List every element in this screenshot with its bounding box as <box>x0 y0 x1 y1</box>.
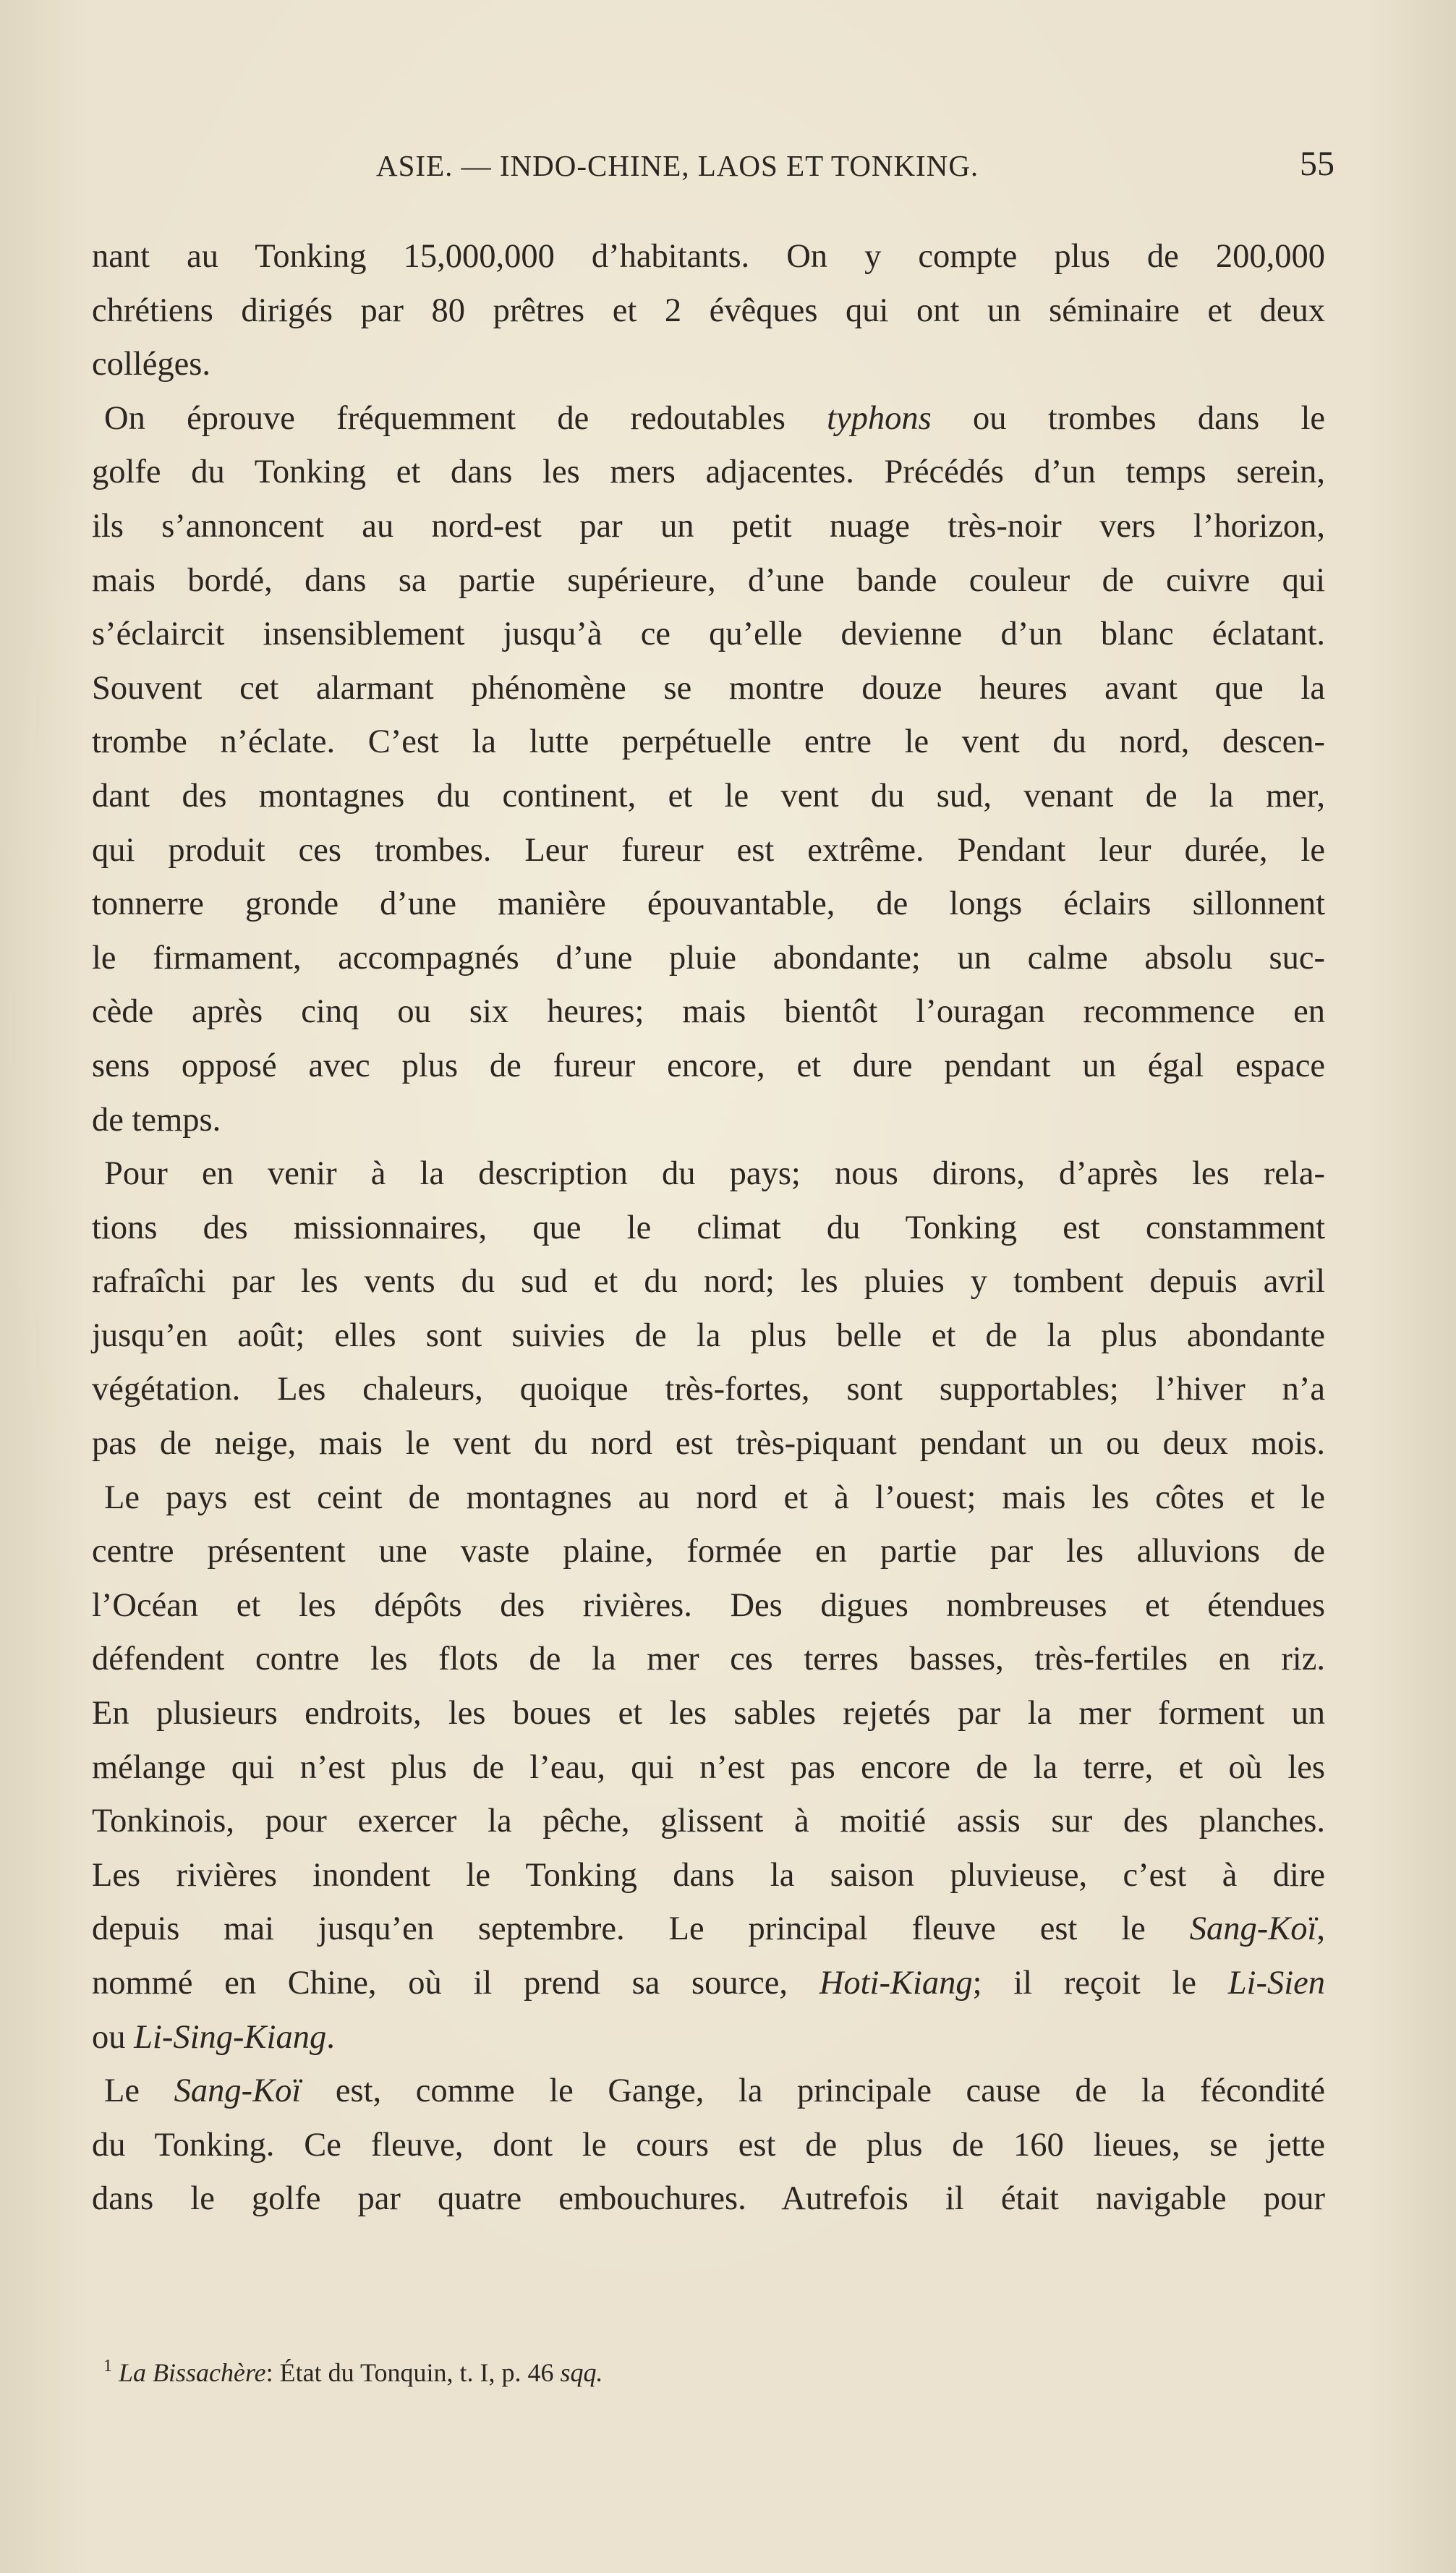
text-line: cède après cinq ou six heures; mais bientôt l’ouragan recommence en <box>92 993 1325 1031</box>
text-line: Tonkinois, pour exercer la pêche, glissent à moitié assis sur des planches. <box>92 1803 1325 1840</box>
footnote-marker: 1 <box>103 2357 112 2376</box>
text-fragment: ou <box>92 2018 135 2056</box>
text-line: pas de neige, mais le vent du nord est très-piquant pendant un ou deux mois. <box>92 1425 1325 1463</box>
text-line: l’Océan et les dépôts des rivières. Des digues nombreuses et étendues <box>92 1586 1325 1624</box>
text-line: centre présentent une vaste plaine, formée en partie par les alluvions de <box>92 1533 1325 1570</box>
text-line: jusqu’en août; elles sont suivies de la plus belle et de la plus abondante <box>92 1317 1325 1354</box>
text-line-hoti-kiang <box>92 1957 1325 2011</box>
text-line: En plusieurs endroits, les boues et les sables rejetés par la mer forment un <box>92 1695 1325 1732</box>
text-line: trombe n’éclate. C’est la lutte perpétuelle entre le vent du nord, descen- <box>92 723 1325 761</box>
text-line: Les rivières inondent le Tonking dans la saison pluvieuse, c’est à dire <box>92 1856 1325 1894</box>
footnote <box>103 2357 603 2388</box>
text-line: défendent contre les flots de la mer ces terres basses, très-fertiles en riz. <box>92 1641 1325 1678</box>
text-line: nant au Tonking 15,000,000 d’habitants. On y compte plus de 200,000 <box>92 238 1325 275</box>
text-line: tions des missionnaires, que le climat du Tonking est constamment <box>92 1209 1325 1246</box>
italic-term-sang-koi: Sang-Koï <box>1189 1910 1317 1948</box>
text-line: rafraîchi par les vents du sud et du nord; les pluies y tombent depuis avril <box>92 1263 1325 1301</box>
text-fragment: nommé en Chine, où il prend sa source, <box>92 1965 819 2002</box>
text-line-sang-koi <box>92 1902 1325 1957</box>
text-line: Le pays est ceint de montagnes au nord et à l’ouest; mais les côtes et le <box>104 1479 1325 1516</box>
text-line: golfe du Tonking et dans les mers adjacentes. Précédés d’un temps serein, <box>92 454 1325 491</box>
page-number: 55 <box>1300 145 1334 183</box>
text-line: dans le golfe par quatre embouchures. Autrefois il était navigable pour <box>92 2180 1325 2218</box>
text-line: mais bordé, dans sa partie supérieure, d’une bande couleur de cuivre qui <box>92 561 1325 599</box>
text-line: le firmament, accompagnés d’une pluie abondante; un calme absolu suc- <box>92 939 1325 977</box>
text-fragment: ou trombes dans le <box>931 399 1326 437</box>
italic-term-li-sien: Li-Sien <box>1227 1965 1326 2002</box>
running-title: ASIE. — INDO-CHINE, LAOS ET TONKING. <box>376 149 979 182</box>
text-line: qui produit ces trombes. Leur fureur est extrême. Pendant leur durée, le <box>92 831 1325 869</box>
text-line: sens opposé avec plus de fureur encore, et dure pendant un égal espace <box>92 1047 1325 1084</box>
text-line-typhons <box>92 392 1325 446</box>
text-fragment: est, comme le Gange, la principale cause de la fécondité <box>301 2072 1326 2110</box>
italic-term-li-sing-kiang: Li-Sing-Kiang <box>134 2018 327 2056</box>
italic-term-sang-koi: Sang-Koï <box>174 2072 302 2110</box>
text-line: ils s’annoncent au nord-est par un petit nuage très-noir vers l’horizon, <box>92 507 1325 545</box>
running-header <box>0 145 1456 192</box>
footnote-text: : État du Tonquin, t. I, p. 46 <box>265 2358 554 2387</box>
footnote-author: La Bissachère <box>119 2358 266 2387</box>
text-fragment: Le <box>104 2072 174 2110</box>
text-line: dant des montagnes du continent, et le vent du sud, venant de la mer, <box>92 777 1325 815</box>
text-line: s’éclaircit insensiblement jusqu’à ce qu’elle devienne d’un blanc éclatant. <box>92 616 1325 653</box>
text-line: chrétiens dirigés par 80 prêtres et 2 évêques qui ont un séminaire et deux <box>92 292 1325 329</box>
text-line: tonnerre gronde d’une manière épouvantable, de longs éclairs sillonnent <box>92 885 1325 923</box>
italic-term-typhons: typhons <box>827 399 932 437</box>
text-line: colléges. <box>92 346 210 383</box>
text-line: du Tonking. Ce fleuve, dont le cours est de plus de 160 lieues, se jette <box>92 2126 1325 2164</box>
text-line-li-sing-kiang <box>92 2011 1325 2065</box>
text-line: mélange qui n’est plus de l’eau, qui n’est pas encore de la terre, et où les <box>92 1748 1325 1786</box>
text-line: Souvent cet alarmant phénomène se montre douze heures avant que la <box>92 669 1325 707</box>
text-line-sang-koi-2 <box>92 2064 1325 2119</box>
text-line: végétation. Les chaleurs, quoique très-fortes, sont supportables; l’hiver n’a <box>92 1371 1325 1408</box>
text-fragment: depuis mai jusqu’en septembre. Le principal fleuve est le <box>92 1910 1190 1948</box>
text-fragment: , <box>1316 1910 1325 1948</box>
footnote-sqq: sqq. <box>560 2358 603 2387</box>
body-text <box>92 230 1325 2227</box>
text-line: Pour en venir à la description du pays; nous dirons, d’après les rela- <box>104 1155 1325 1193</box>
text-line: de temps. <box>92 1101 221 1139</box>
text-fragment: On éprouve fréquemment de redoutables <box>104 399 827 437</box>
text-fragment: ; il reçoit le <box>972 1965 1228 2002</box>
italic-term-hoti-kiang: Hoti-Kiang <box>819 1965 973 2002</box>
text-fragment: . <box>326 2018 335 2056</box>
